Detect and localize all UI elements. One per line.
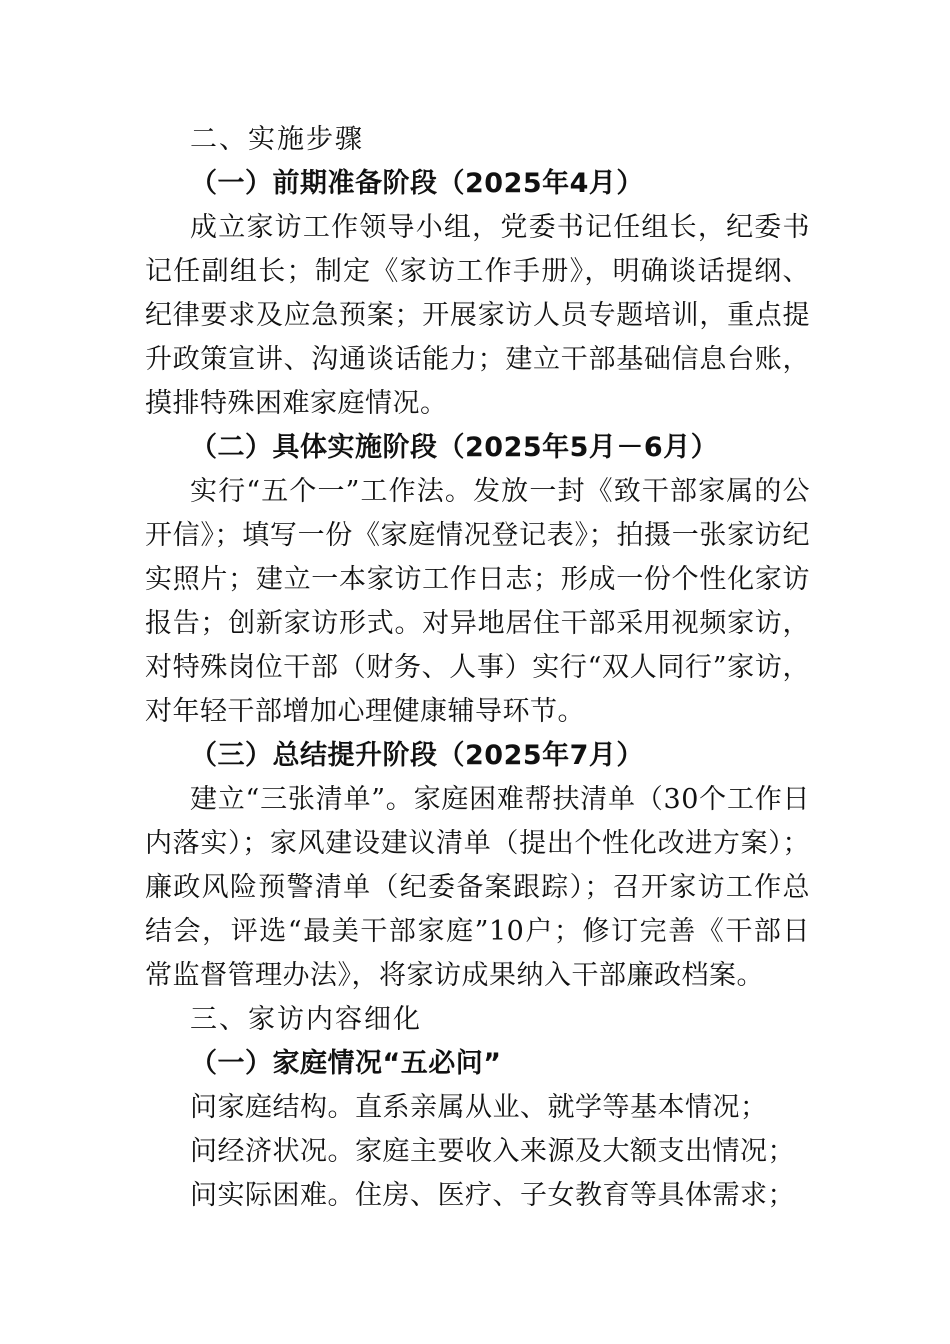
document-body <box>145 118 810 1218</box>
section-title-visit-content: 三、家访内容细化 <box>190 1004 422 1035</box>
heading-implementation-stage: （二）具体实施阶段（2025年5月－6月） <box>190 432 719 463</box>
paragraph-practical-difficulties: 问实际困难。住房、医疗、子女教育等具体需求； <box>190 1180 795 1211</box>
paragraph-summary: 建立“三张清单”。家庭困难帮扶清单（30个工作日内落实）；家风建设建议清单（提出个性化改进方案）；廉政风险预警清单（纪委备案跟踪）；召开家访工作总结会，评选“最美干部家庭”10户；修订完善《干部日常监督管理办法》，将家访成果纳入干部廉政档案。 <box>145 784 810 991</box>
paragraph-family-structure: 问家庭结构。直系亲属从业、就学等基本情况； <box>190 1092 768 1123</box>
heading-five-questions: （一）家庭情况“五必问” <box>190 1048 502 1079</box>
paragraph-preparation: 成立家访工作领导小组，党委书记任组长，纪委书记任副组长；制定《家访工作手册》，明确谈话提纲、纪律要求及应急预案；开展家访人员专题培训，重点提升政策宣讲、沟通谈话能力；建立干部基础信息台账，摸排特殊困难家庭情况。 <box>145 212 810 419</box>
section-title-implementation-steps: 二、实施步骤 <box>190 124 364 155</box>
paragraph-economic-status: 问经济状况。家庭主要收入来源及大额支出情况； <box>190 1136 795 1167</box>
heading-preparation-stage: （一）前期准备阶段（2025年4月） <box>190 168 644 199</box>
paragraph-implementation: 实行“五个一”工作法。发放一封《致干部家属的公开信》；填写一份《家庭情况登记表》；拍摄一张家访纪实照片；建立一本家访工作日志；形成一份个性化家访报告；创新家访形式。对异地居住干部采用视频家访，对特殊岗位干部（财务、人事）实行“双人同行”家访，对年轻干部增加心理健康辅导环节。 <box>145 476 810 727</box>
heading-summary-stage: （三）总结提升阶段（2025年7月） <box>190 740 644 771</box>
